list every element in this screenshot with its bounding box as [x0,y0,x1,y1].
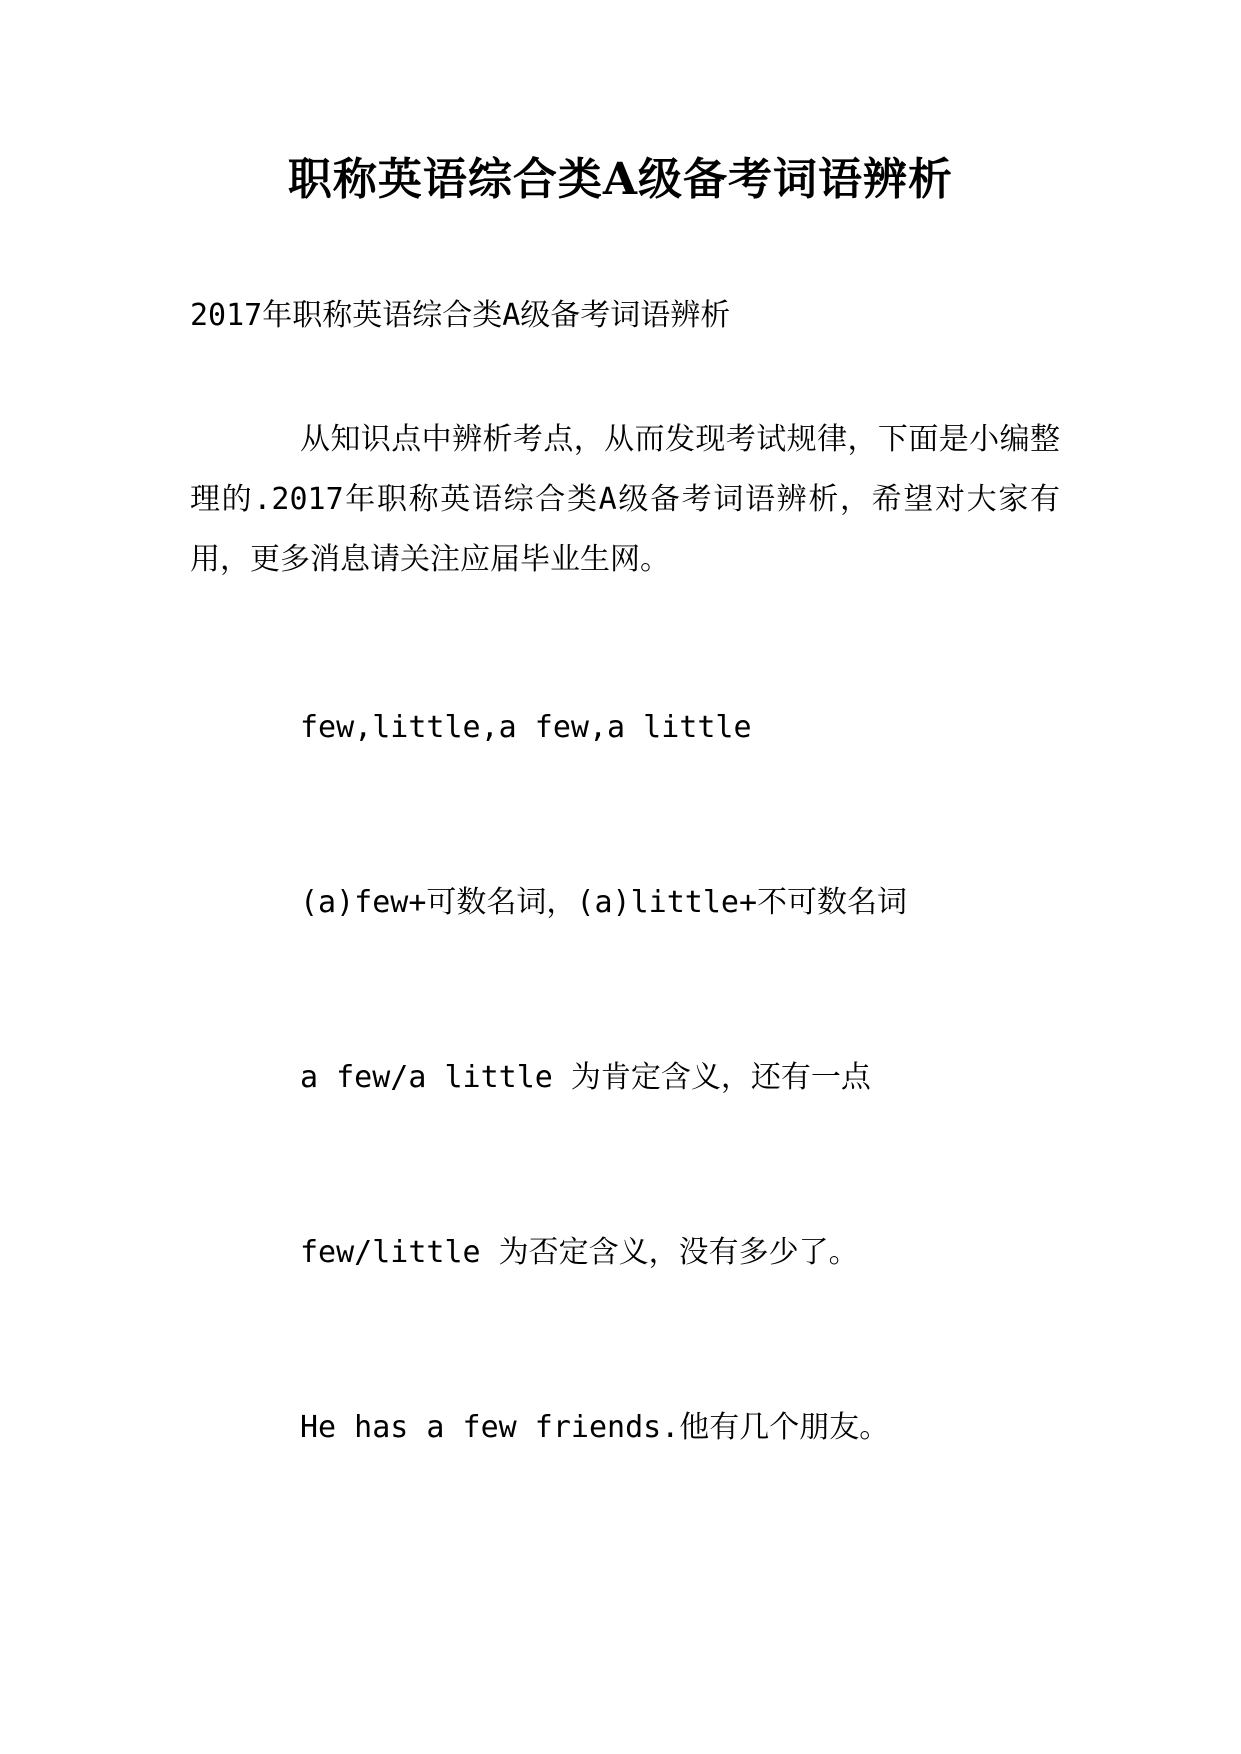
document-subtitle: 2017年职称英语综合类A级备考词语辨析 [190,298,731,333]
body-line: a few/a little 为肯定含义，还有一点 [300,1060,871,1095]
body-line: few,little,a few,a little [300,710,752,745]
body-line: He has a few friends.他有几个朋友。 [300,1410,890,1445]
body-line: few/little 为否定含义，没有多少了。 [300,1235,859,1270]
intro-paragraph: 从知识点中辨析考点，从而发现考试规律，下面是小编整理的.2017年职称英语综合类A级备考词语辨析，希望对大家有用，更多消息请关注应届毕业生网。 [190,422,1060,577]
document-title: 职称英语综合类A级备考词语辨析 [287,154,954,205]
body-line: (a)few+可数名词，(a)little+不可数名词 [300,885,908,920]
